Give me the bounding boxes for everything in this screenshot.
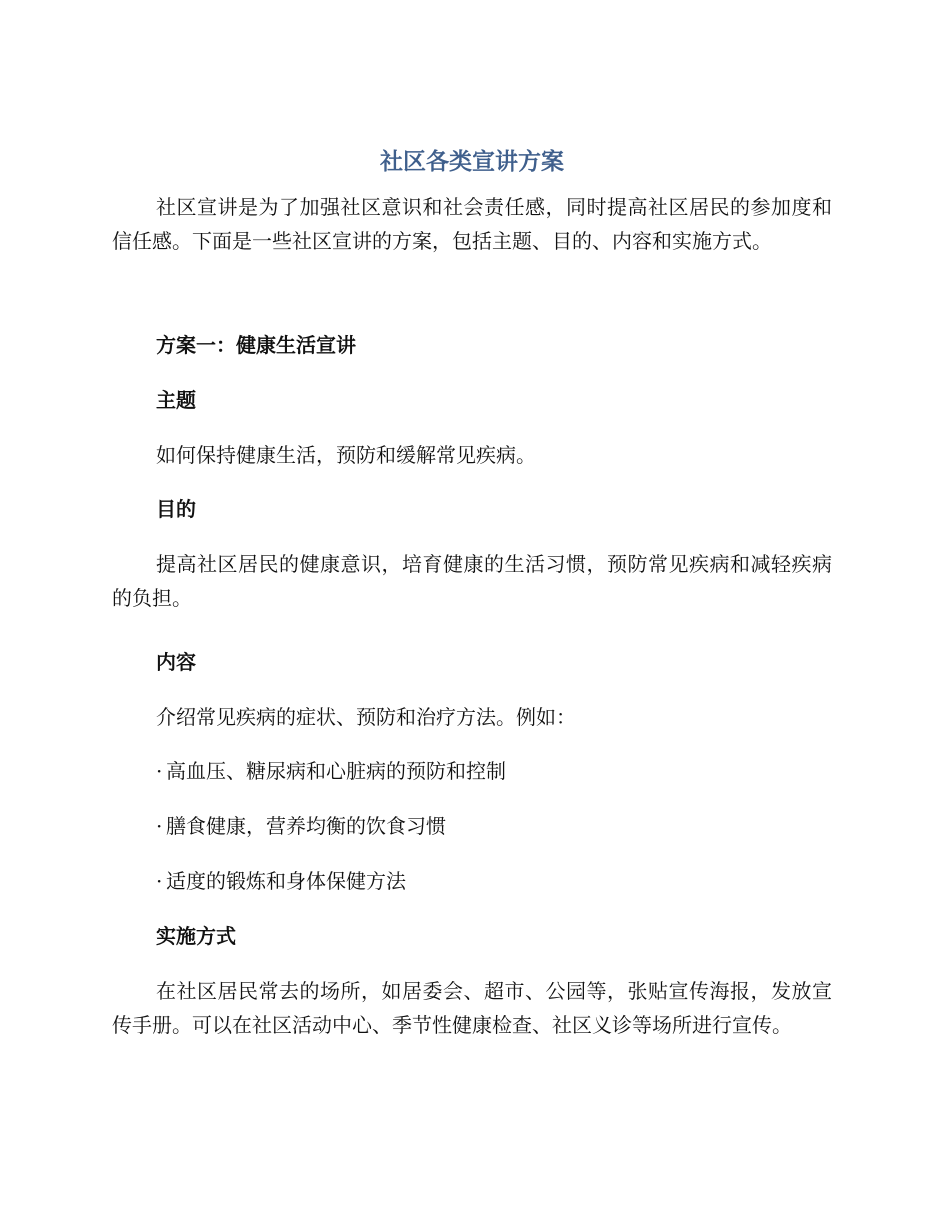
bullet-item <box>156 756 506 786</box>
implementation-heading: 实施方式 <box>156 924 236 948</box>
plan1-heading: 方案一：健康生活宣讲 <box>156 333 356 357</box>
theme-heading: 主题 <box>156 388 196 412</box>
bullet-item <box>156 811 446 841</box>
content-paragraph: 介绍常见疾病的症状、预防和治疗方法。例如： <box>156 705 576 729</box>
bullet-dot: · <box>156 759 163 783</box>
document-title: 社区各类宣讲方案 <box>380 149 564 175</box>
bullet-dot: · <box>156 869 163 893</box>
purpose-heading: 目的 <box>156 497 196 521</box>
theme-paragraph: 如何保持健康生活，预防和缓解常见疾病。 <box>156 443 536 467</box>
bullet-text: 膳食健康，营养均衡的饮食习惯 <box>166 814 446 838</box>
content-heading: 内容 <box>156 650 196 674</box>
intro-paragraph: 社区宣讲是为了加强社区意识和社会责任感，同时提高社区居民的参加度和信任感。下面是一些社区宣讲的方案，包括主题、目的、内容和实施方式。 <box>112 195 832 253</box>
bullet-dot: · <box>156 814 163 838</box>
implementation-paragraph: 在社区居民常去的场所，如居委会、超市、公园等，张贴宣传海报，发放宣传手册。可以在社区活动中心、季节性健康检查、社区义诊等场所进行宣传。 <box>112 979 832 1037</box>
purpose-paragraph: 提高社区居民的健康意识，培育健康的生活习惯，预防常见疾病和减轻疾病的负担。 <box>112 552 832 610</box>
bullet-text: 高血压、糖尿病和心脏病的预防和控制 <box>166 759 506 783</box>
bullet-item <box>156 866 406 896</box>
bullet-text: 适度的锻炼和身体保健方法 <box>166 869 406 893</box>
